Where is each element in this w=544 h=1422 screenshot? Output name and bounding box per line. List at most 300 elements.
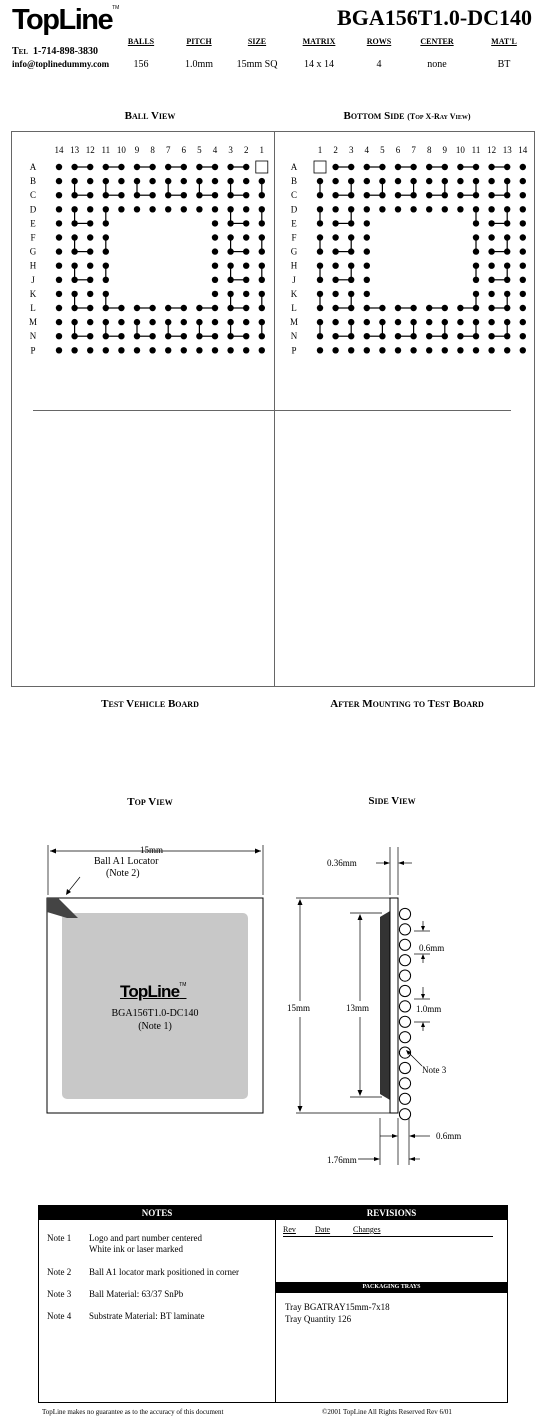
dim-176: 1.76mm: [327, 1155, 357, 1165]
row-label: J: [292, 274, 296, 285]
solder-ball: [520, 234, 526, 240]
column-label: 13: [70, 145, 80, 155]
solder-ball: [332, 164, 338, 170]
solder-ball: [56, 291, 62, 297]
solder-ball: [134, 347, 140, 353]
solder-ball: [87, 220, 93, 226]
side-ball: [399, 939, 410, 950]
solder-ball: [243, 263, 249, 269]
solder-ball: [87, 234, 93, 240]
solder-ball: [317, 234, 323, 240]
solder-ball: [364, 333, 370, 339]
spec-table: [113, 37, 538, 77]
spec-label: MAT'L: [491, 37, 517, 46]
solder-ball: [149, 192, 155, 198]
solder-ball: [196, 305, 202, 311]
solder-ball: [348, 319, 354, 325]
solder-ball: [181, 305, 187, 311]
solder-ball: [165, 305, 171, 311]
solder-ball: [227, 192, 233, 198]
solder-ball: [379, 333, 385, 339]
solder-ball: [473, 206, 479, 212]
note-text: [89, 1233, 274, 1255]
row-label: L: [291, 303, 297, 313]
tray-qty: Tray Quantity 126: [285, 1314, 352, 1324]
spec-label: ROWS: [366, 37, 392, 46]
solder-ball: [457, 319, 463, 325]
solder-ball: [332, 347, 338, 353]
solder-ball: [71, 347, 77, 353]
row-label: M: [289, 317, 299, 328]
solder-ball: [410, 333, 416, 339]
solder-ball: [259, 333, 265, 339]
solder-ball: [227, 234, 233, 240]
dim-06a: 0.6mm: [419, 943, 445, 953]
row-label: J: [31, 274, 35, 285]
solder-ball: [71, 234, 77, 240]
note-text-line: Ball A1 locator mark positioned in corner: [89, 1267, 239, 1277]
solder-ball: [504, 206, 510, 212]
row-label: N: [290, 331, 298, 342]
solder-ball: [165, 206, 171, 212]
solder-ball: [227, 164, 233, 170]
top-view-title: Top View: [127, 796, 173, 808]
column-label: 8: [150, 145, 155, 155]
solder-ball: [504, 305, 510, 311]
solder-ball: [488, 291, 494, 297]
solder-ball: [488, 305, 494, 311]
solder-ball: [520, 277, 526, 283]
note-text: [89, 1311, 274, 1322]
solder-ball: [149, 319, 155, 325]
solder-ball: [212, 347, 218, 353]
side-ball: [399, 1001, 410, 1012]
solder-ball: [87, 263, 93, 269]
column-label: 14: [54, 145, 64, 155]
solder-ball: [227, 291, 233, 297]
side-ball: [399, 970, 410, 981]
solder-ball: [259, 305, 265, 311]
solder-ball: [87, 291, 93, 297]
spec-label: PITCH: [186, 37, 212, 46]
solder-ball: [426, 347, 432, 353]
side-ball: [399, 924, 410, 935]
solder-ball: [379, 206, 385, 212]
solder-ball: [87, 164, 93, 170]
solder-ball: [317, 333, 323, 339]
solder-ball: [332, 305, 338, 311]
revisions-header: [283, 1225, 493, 1237]
solder-ball: [348, 192, 354, 198]
note-id: Note 3: [47, 1289, 72, 1299]
solder-ball: [134, 164, 140, 170]
solder-ball: [473, 192, 479, 198]
solder-ball: [317, 206, 323, 212]
solder-ball: [426, 333, 432, 339]
solder-ball: [56, 164, 62, 170]
solder-ball: [103, 277, 109, 283]
row-label: H: [29, 260, 37, 271]
solder-ball: [56, 220, 62, 226]
row-label: G: [29, 246, 37, 257]
note-text: [89, 1289, 274, 1300]
solder-ball: [473, 220, 479, 226]
solder-ball: [395, 206, 401, 212]
solder-ball: [259, 206, 265, 212]
row-label: D: [290, 204, 298, 215]
solder-ball: [134, 319, 140, 325]
solder-ball: [317, 192, 323, 198]
die-note: (Note 1): [138, 1021, 172, 1032]
solder-ball: [410, 305, 416, 311]
solder-ball: [379, 164, 385, 170]
solder-ball: [504, 220, 510, 226]
solder-ball: [118, 347, 124, 353]
side-ball: [399, 955, 410, 966]
solder-ball: [442, 347, 448, 353]
solder-ball: [473, 347, 479, 353]
note3-label: Note 3: [422, 1065, 447, 1075]
solder-ball: [520, 192, 526, 198]
revisions-title: REVISIONS: [276, 1206, 507, 1220]
solder-ball: [488, 206, 494, 212]
solder-ball: [473, 234, 479, 240]
solder-ball: [212, 192, 218, 198]
solder-ball: [103, 333, 109, 339]
solder-ball: [348, 164, 354, 170]
solder-ball: [87, 206, 93, 212]
notes-divider: [275, 1206, 276, 1402]
solder-ball: [87, 192, 93, 198]
solder-ball: [212, 291, 218, 297]
solder-ball: [71, 291, 77, 297]
solder-ball: [103, 234, 109, 240]
solder-ball: [181, 178, 187, 184]
solder-ball: [56, 178, 62, 184]
solder-ball: [196, 319, 202, 325]
solder-ball: [426, 305, 432, 311]
column-label: 4: [212, 145, 218, 155]
note-id: Note 2: [47, 1267, 72, 1277]
solder-ball: [243, 192, 249, 198]
solder-ball: [520, 319, 526, 325]
solder-ball: [71, 248, 77, 254]
solder-ball: [488, 263, 494, 269]
solder-ball: [332, 192, 338, 198]
solder-ball: [227, 305, 233, 311]
column-label: 12: [85, 145, 95, 155]
solder-ball: [364, 220, 370, 226]
solder-ball: [118, 319, 124, 325]
solder-ball: [442, 178, 448, 184]
solder-ball: [457, 347, 463, 353]
solder-ball: [56, 305, 62, 311]
solder-ball: [149, 333, 155, 339]
solder-ball: [56, 277, 62, 283]
solder-ball: [212, 263, 218, 269]
solder-ball: [488, 164, 494, 170]
solder-ball: [165, 347, 171, 353]
column-label: 11: [101, 145, 111, 155]
spec-value: none: [427, 59, 447, 70]
column-label: 13: [502, 145, 512, 155]
solder-ball: [504, 319, 510, 325]
solder-ball: [118, 333, 124, 339]
solder-ball: [410, 206, 416, 212]
row-label: B: [29, 176, 37, 187]
solder-ball: [134, 333, 140, 339]
solder-ball: [227, 178, 233, 184]
solder-ball: [348, 248, 354, 254]
solder-ball: [504, 248, 510, 254]
col-date: Date: [315, 1225, 331, 1234]
solder-ball: [103, 305, 109, 311]
solder-ball: [488, 333, 494, 339]
solder-ball: [364, 206, 370, 212]
solder-ball: [332, 220, 338, 226]
solder-ball: [181, 192, 187, 198]
solder-ball: [212, 220, 218, 226]
solder-ball: [348, 277, 354, 283]
solder-ball: [442, 164, 448, 170]
solder-ball: [71, 263, 77, 269]
solder-ball: [87, 305, 93, 311]
solder-ball: [149, 206, 155, 212]
row-label: D: [29, 204, 37, 215]
solder-ball: [317, 291, 323, 297]
solder-ball: [520, 248, 526, 254]
solder-ball: [348, 347, 354, 353]
solder-ball: [212, 319, 218, 325]
spec-value: 15mm SQ: [236, 59, 278, 70]
solder-ball: [504, 192, 510, 198]
solder-ball: [504, 291, 510, 297]
dim-036: 0.36mm: [327, 858, 357, 868]
solder-ball: [103, 192, 109, 198]
note-text: [89, 1267, 274, 1278]
solder-ball: [103, 319, 109, 325]
solder-ball: [243, 305, 249, 311]
solder-ball: [243, 277, 249, 283]
topline-logo: TopLine™: [12, 4, 120, 36]
solder-ball: [196, 178, 202, 184]
solder-ball: [196, 333, 202, 339]
solder-ball: [504, 263, 510, 269]
solder-ball: [332, 248, 338, 254]
spec-value: 156: [133, 59, 149, 70]
solder-ball: [317, 305, 323, 311]
solder-ball: [332, 291, 338, 297]
solder-ball: [488, 178, 494, 184]
solder-ball: [71, 305, 77, 311]
spec-label: BALLS: [127, 37, 155, 46]
row-label: N: [29, 331, 37, 342]
solder-ball: [103, 248, 109, 254]
solder-ball: [379, 319, 385, 325]
solder-ball: [410, 164, 416, 170]
solder-ball: [87, 248, 93, 254]
solder-ball: [243, 220, 249, 226]
solder-ball: [332, 178, 338, 184]
solder-ball: [259, 178, 265, 184]
solder-ball: [87, 277, 93, 283]
solder-ball: [212, 206, 218, 212]
spec-label: CENTER: [420, 37, 454, 46]
row-label: E: [30, 218, 36, 229]
solder-ball: [364, 347, 370, 353]
solder-ball: [196, 206, 202, 212]
dim-10: 1.0mm: [416, 1004, 442, 1014]
solder-ball: [317, 220, 323, 226]
solder-ball: [364, 234, 370, 240]
column-label: 7: [411, 145, 416, 155]
solder-ball: [426, 192, 432, 198]
solder-ball: [488, 234, 494, 240]
side-view-diagram: [270, 835, 540, 1175]
solder-ball: [488, 347, 494, 353]
solder-ball: [118, 305, 124, 311]
column-label: 9: [134, 145, 140, 155]
dim-15mm: 15mm: [287, 1003, 311, 1013]
row-label: B: [290, 176, 298, 187]
solder-ball: [364, 178, 370, 184]
solder-ball: [488, 192, 494, 198]
row-label: F: [291, 232, 297, 243]
solder-ball: [473, 291, 479, 297]
column-label: 7: [165, 145, 171, 155]
note-id: Note 4: [47, 1311, 72, 1321]
solder-ball: [181, 164, 187, 170]
row-label: P: [30, 345, 36, 356]
die-part-number: BGA156T1.0-DC140: [111, 1008, 199, 1019]
row-label: F: [30, 232, 36, 243]
solder-ball: [457, 164, 463, 170]
solder-ball: [426, 164, 432, 170]
solder-ball: [457, 206, 463, 212]
solder-ball: [56, 192, 62, 198]
solder-ball: [103, 263, 109, 269]
solder-ball: [227, 333, 233, 339]
column-label: 6: [395, 145, 401, 155]
solder-ball: [165, 192, 171, 198]
solder-ball: [165, 333, 171, 339]
solder-ball: [103, 206, 109, 212]
row-label: K: [290, 288, 298, 299]
solder-ball: [259, 319, 265, 325]
solder-ball: [227, 277, 233, 283]
solder-ball: [410, 178, 416, 184]
tray-name: Tray BGATRAY15mm-7x18: [285, 1302, 390, 1312]
side-ball: [399, 908, 410, 919]
solder-ball: [332, 277, 338, 283]
solder-ball: [212, 248, 218, 254]
solder-ball: [56, 206, 62, 212]
solder-ball: [442, 319, 448, 325]
column-label: 12: [487, 145, 497, 155]
solder-ball: [317, 347, 323, 353]
col-changes: Changes: [353, 1225, 381, 1234]
solder-ball: [259, 234, 265, 240]
solder-ball: [395, 192, 401, 198]
solder-ball: [348, 291, 354, 297]
column-label: 1: [317, 145, 323, 155]
solder-ball: [149, 178, 155, 184]
solder-ball: [212, 234, 218, 240]
solder-ball: [118, 178, 124, 184]
solder-ball: [442, 206, 448, 212]
solder-ball: [348, 206, 354, 212]
solder-ball: [426, 206, 432, 212]
solder-ball: [243, 319, 249, 325]
solder-ball: [56, 333, 62, 339]
after-mounting-title: After Mounting to Test Board: [330, 698, 484, 710]
solder-ball: [426, 319, 432, 325]
solder-ball: [520, 206, 526, 212]
solder-ball: [488, 277, 494, 283]
solder-ball: [379, 347, 385, 353]
solder-ball: [71, 192, 77, 198]
solder-ball: [348, 178, 354, 184]
solder-ball: [259, 248, 265, 254]
solder-ball: [212, 164, 218, 170]
email: info@toplinedummy.com: [12, 59, 110, 69]
phone: Tel 1-714-898-3830: [12, 46, 99, 57]
row-label: H: [290, 260, 298, 271]
solder-ball: [103, 347, 109, 353]
solder-ball: [395, 305, 401, 311]
solder-ball: [395, 178, 401, 184]
solder-ball: [181, 319, 187, 325]
solder-ball: [259, 277, 265, 283]
solder-ball: [227, 220, 233, 226]
row-label: P: [291, 345, 297, 356]
solder-ball: [473, 164, 479, 170]
die-logo: TopLine™: [120, 982, 187, 1001]
solder-ball: [118, 192, 124, 198]
solder-ball: [473, 248, 479, 254]
solder-ball: [442, 192, 448, 198]
solder-ball: [243, 291, 249, 297]
solder-ball: [118, 164, 124, 170]
spec-value: 4: [376, 59, 382, 70]
solder-ball: [504, 178, 510, 184]
solder-ball: [149, 305, 155, 311]
solder-ball: [364, 277, 370, 283]
solder-ball: [473, 333, 479, 339]
column-label: 2: [243, 145, 249, 155]
solder-ball: [520, 291, 526, 297]
solder-ball: [103, 178, 109, 184]
solder-ball: [504, 277, 510, 283]
solder-ball: [364, 263, 370, 269]
solder-ball: [103, 291, 109, 297]
solder-ball: [364, 192, 370, 198]
ball-a1-marker: [256, 161, 268, 173]
solder-ball: [457, 178, 463, 184]
solder-ball: [71, 319, 77, 325]
solder-ball: [379, 178, 385, 184]
solder-ball: [364, 248, 370, 254]
solder-ball: [56, 248, 62, 254]
solder-ball: [259, 220, 265, 226]
solder-ball: [165, 164, 171, 170]
solder-ball: [317, 277, 323, 283]
part-number: BGA156T1.0-DC140: [337, 5, 532, 30]
solder-ball: [520, 263, 526, 269]
solder-ball: [87, 178, 93, 184]
solder-ball: [473, 263, 479, 269]
spec-value: BT: [497, 59, 511, 70]
